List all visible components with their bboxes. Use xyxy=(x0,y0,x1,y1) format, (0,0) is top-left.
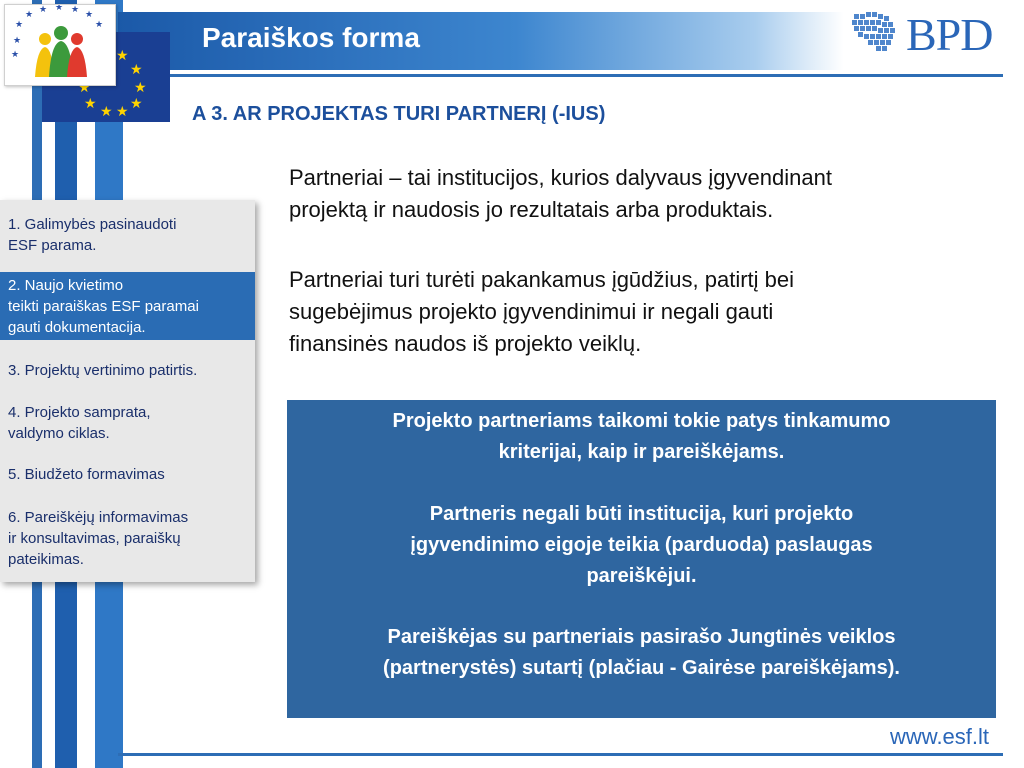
svg-text:★: ★ xyxy=(25,10,34,20)
sidebar-item-label: teikti paraiškas ESF paramai xyxy=(8,298,199,315)
sidebar-item-call-documentation[interactable] xyxy=(0,272,255,340)
body-line: finansinės naudos iš projekto veiklų. xyxy=(289,331,642,356)
page-title: Paraiškos forma xyxy=(202,22,420,53)
sidebar-nav xyxy=(0,200,255,582)
info-line: įgyvendinimo eigoje teikia (parduoda) paslaugas xyxy=(410,534,873,556)
sidebar-item-label: valdymo ciklas. xyxy=(8,425,110,442)
bpd-logo xyxy=(848,8,1000,60)
body-line: Partneriai – tai institucijos, kurios dalyvaus įgyvendinant xyxy=(289,165,832,190)
sidebar-item-label: ir konsultavimas, paraiškų xyxy=(8,530,181,547)
info-paragraph xyxy=(301,622,982,684)
svg-text:★: ★ xyxy=(39,5,48,15)
svg-text:★: ★ xyxy=(15,20,24,30)
svg-text:★: ★ xyxy=(95,20,104,30)
body-line: projektą ir naudosis jo rezultatais arba produktais. xyxy=(289,197,774,222)
footer-divider xyxy=(118,753,1003,756)
eu-flag-icon: ★ ★ ★ ★ ★ ★ ★ xyxy=(42,32,170,122)
esf-people-logo xyxy=(4,4,116,86)
info-paragraph xyxy=(301,499,982,592)
info-line: kriterijai, kaip ir pareiškėjams. xyxy=(498,441,785,463)
sidebar-item-applicant-info[interactable] xyxy=(0,507,255,570)
info-box xyxy=(287,400,996,718)
svg-text:★: ★ xyxy=(85,10,94,20)
svg-text:★: ★ xyxy=(13,36,22,46)
info-line: pareiškėjui. xyxy=(586,565,697,587)
header-divider xyxy=(118,74,1003,77)
sidebar-item-evaluation-experience[interactable] xyxy=(0,360,255,381)
info-paragraph xyxy=(301,406,982,468)
bpd-logo-text: BPD xyxy=(906,9,993,60)
svg-text:★: ★ xyxy=(71,5,80,15)
body-line: sugebėjimus projekto įgyvendinimui ir negali gauti xyxy=(289,299,774,324)
sidebar-item-label: 3. Projektų vertinimo patirtis. xyxy=(8,362,198,379)
svg-text:★: ★ xyxy=(11,50,20,60)
svg-text:★: ★ xyxy=(55,5,64,13)
sidebar-item-label: 2. Naujo kvietimo xyxy=(8,277,124,294)
info-line: (partnerystės) sutartį (plačiau - Gairėse pareiškėjams). xyxy=(383,657,900,679)
body-line: Partneriai turi turėti pakankamus įgūdžius, patirtį bei xyxy=(289,267,795,292)
sidebar-item-project-concept[interactable] xyxy=(0,402,255,444)
sidebar-item-label: 4. Projekto samprata, xyxy=(8,404,151,421)
info-line: Pareiškėjas su partneriais pasirašo Jungtinės veiklos xyxy=(387,626,896,648)
section-heading: A 3. AR PROJEKTAS TURI PARTNERĮ (-IUS) xyxy=(192,103,606,125)
sidebar-item-label: 6. Pareiškėjų informavimas xyxy=(8,509,189,526)
body-paragraph xyxy=(289,162,1001,226)
sidebar-item-esf-opportunities[interactable] xyxy=(0,214,255,256)
sidebar-item-budget[interactable] xyxy=(0,464,255,485)
info-line: Partneris negali būti institucija, kuri projekto xyxy=(429,503,854,525)
sidebar-item-label: pateikimas. xyxy=(8,551,84,568)
sidebar-item-label: 1. Galimybės pasinaudoti xyxy=(8,216,177,233)
sidebar-item-label: ESF parama. xyxy=(8,237,97,254)
sidebar-item-label: 5. Biudžeto formavimas xyxy=(8,466,165,483)
body-paragraph xyxy=(289,264,1001,360)
footer-link[interactable]: www.esf.lt xyxy=(890,724,990,749)
sidebar-item-label: gauti dokumentacija. xyxy=(8,319,146,336)
bpd-map-icon xyxy=(848,8,908,60)
info-line: Projekto partneriams taikomi tokie patys tinkamumo xyxy=(392,410,891,432)
